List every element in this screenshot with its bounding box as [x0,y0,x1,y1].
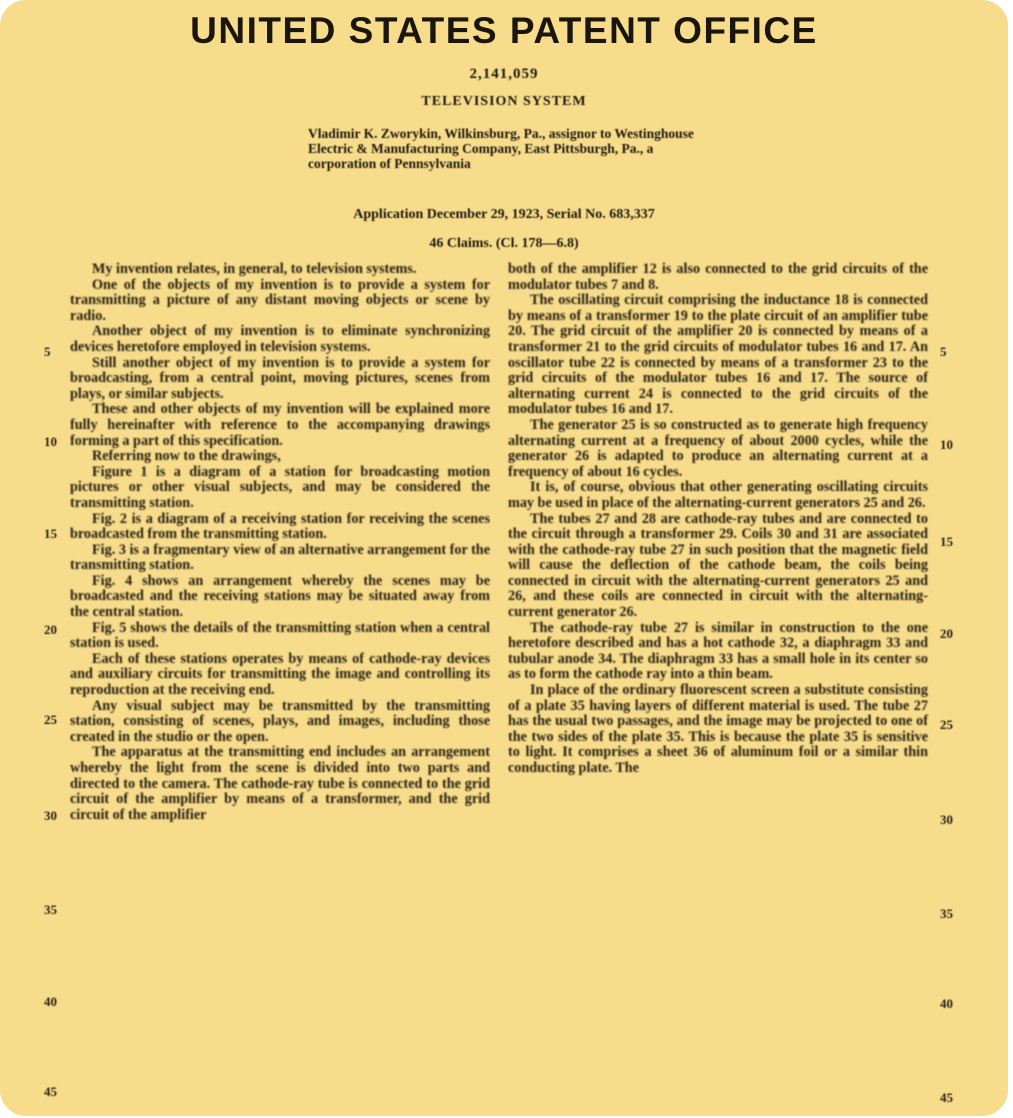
line-number: 15 [44,526,57,541]
paragraph: Any visual subject may be transmitted by the transmitting station, consisting of scenes, plays, and images, including those created in the studio or the open. [70,697,490,745]
line-number: 30 [940,812,953,827]
line-number: 10 [44,434,57,449]
line-number: 35 [940,906,953,921]
line-number: 10 [940,437,953,452]
line-number: 5 [44,344,51,359]
line-number: 45 [940,1090,953,1105]
paragraph: It is, of course, obvious that other generating oscillating circuits may be used in place of the alternating-current generators 25 and 26. [508,479,928,511]
patent-subject: TELEVISION SYSTEM [421,94,587,109]
paragraph: Figure 1 is a diagram of a station for broadcasting motion pictures or other visual subjects, and may be considered the transmitting station. [70,463,490,511]
right-text-column [508,262,928,777]
paragraph: Referring now to the drawings, [92,448,281,465]
paragraph: Fig. 4 shows an arrangement whereby the scenes may be broadcasted and the receiving stations may be situated away from the central station. [70,572,490,621]
paragraph: Fig. 3 is a fragmentary view of an alternative arrangement for the transmitting station. [70,541,490,574]
line-number: 35 [44,902,57,917]
paragraph: The apparatus at the transmitting end includes an arrangement whereby the light from the scene is divided into two parts and directed to the camera. The cathode-ray tube is connected to the grid circuit of the amplifier by means of a transformer, and the grid circuit of the amplifier [70,744,490,823]
left-text-column [70,262,490,823]
line-number: 20 [940,626,953,641]
line-number: 40 [940,996,953,1011]
paragraph: Still another object of my invention is to provide a system for broadcasting, from a central point, moving pictures, scenes from plays, or similar subjects. [70,354,490,402]
line-number: 45 [44,1084,57,1099]
paragraph: One of the objects of my invention is to provide a system for transmitting a picture of any distant moving objects or scene by radio. [70,276,490,324]
line-number: 30 [44,808,57,823]
paragraph: The oscillating circuit comprising the inductance 18 is connected by means of a transformer 19 to the plate circuit of an amplifier tube 20. The grid circuit of the amplifier 20 is connected by means of a transformer 21 to the grid circuits of modulator tubes 16 and 17. An oscillator tube 22 is connected by means of a transformer 23 to the grid circuits of the modulator tubes 16 and 17. The source of alternating current 24 is connected to the grid circuits of the modulator tubes 16 and 17. [508,292,928,418]
line-number: 5 [940,344,947,359]
patent-number: 2,141,059 [469,66,539,82]
patent-office-title: UNITED STATES PATENT OFFICE [190,10,818,51]
line-number: 25 [940,717,953,732]
paragraph: These and other objects of my invention will be explained more fully hereinafter with reference to the accompanying drawings forming a part of this specification. [70,401,490,449]
paragraph: The tubes 27 and 28 are cathode-ray tubes and are connected to the circuit through a transformer 29. Coils 30 and 31 are associated with the cathode-ray tube 27 in such position that the magnetic field will cause the deflection of the cathode beam, the coils being connected in circuit with the alternating-current generators 25 and 26, and these coils are connected in circuit with the alternating-current generator 26. [508,510,928,621]
paragraph: The generator 25 is so constructed as to generate high frequency alternating current at a frequency of about 2000 cycles, while the generator 26 is adapted to produce an alternating current at a frequency of about 16 cycles. [508,416,928,480]
paragraph: both of the amplifier 12 is also connected to the grid circuits of the modulator tubes 7 and 8. [508,261,928,293]
paragraph: Each of these stations operates by means of cathode-ray devices and auxiliary circuits for transmitting the image and controlling its reproduction at the receiving end. [70,650,490,699]
paragraph: In place of the ordinary fluorescent screen a substitute consisting of a plate 35 having layers of different material is used. The tube 27 has the usual two passages, and the image may be projected to one of the two sides of the plate 35. This is because the plate 35 is sensitive to light. It comprises a sheet 36 of aluminum foil or a similar thin conducting plate. The [508,682,928,776]
inventor-statement: Vladimir K. Zworykin, Wilkinsburg, Pa., assignor to Westinghouse Electric & Manufacturing Company, East Pittsburgh, Pa., a corporation of Pennsylvania [308,126,694,171]
line-number: 40 [44,994,57,1009]
claims-line: 46 Claims. (Cl. 178—6.8) [429,236,579,251]
paragraph: Fig. 5 shows the details of the transmitting station when a central station is used. [70,619,490,652]
paragraph: The cathode-ray tube 27 is similar in construction to the one heretofore described and has a hot cathode 32, a diaphragm 33 and tubular anode 34. The diaphragm 33 has a small hole in its center so as to form the cathode ray into a thin beam. [508,619,928,683]
line-number: 20 [44,622,57,637]
paragraph: Another object of my invention is to eliminate synchronizing devices heretofore employed in television systems. [70,323,490,355]
line-number: 15 [940,534,953,549]
paragraph: Fig. 2 is a diagram of a receiving station for receiving the scenes broadcasted from the transmitting station. [70,510,490,543]
application-line: Application December 29, 1923, Serial No. 683,337 [353,207,655,222]
paragraph: My invention relates, in general, to television systems. [92,261,417,277]
line-number: 25 [44,712,57,727]
